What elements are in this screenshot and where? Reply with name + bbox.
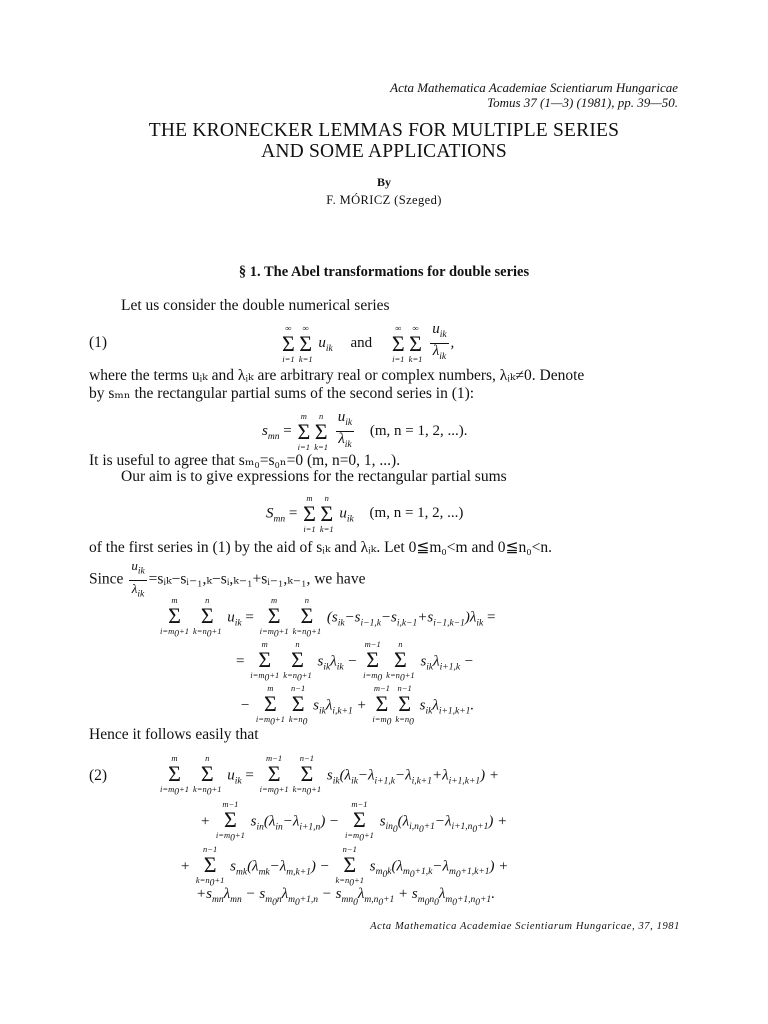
paragraph-aim: Our aim is to give expressions for the rectangular partial sums <box>121 468 507 485</box>
journal-name: Acta Mathematica Academiae Scientiarum Hungaricae <box>390 80 678 95</box>
equation-2-label: (2) <box>89 767 108 784</box>
since-word: Since <box>89 570 124 588</box>
paper-title-line-2: AND SOME APPLICATIONS <box>261 141 507 162</box>
since-rest: =sᵢₖ−sᵢ₋₁,ₖ−sᵢ,ₖ₋₁+sᵢ₋₁,ₖ₋₁, we have <box>148 570 366 588</box>
by-label: By <box>376 175 391 189</box>
paragraph-hence: Hence it follows easily that <box>89 726 259 743</box>
paragraph-since: Since $\frac{u_{ik}}{\lambda_{ik}}$ =sᵢₖ−sᵢ₋₁,ₖ−sᵢ,ₖ₋₁+sᵢ₋₁,ₖ₋₁, we have <box>89 558 366 600</box>
footer-journal: Acta Mathematica Academiae Scientiarum Hungaricae, 37, 1981 <box>370 921 680 932</box>
paragraph-agree: It is useful to agree that sₘ₀=s₀ₙ=0 (m, n=0, 1, ...). <box>89 452 401 469</box>
equation-transform-line-1: m Σ $i=m_0+1$ n Σ $k=n_0+1$ $u_{ik}$ = m Σ $i=m_0+1$ n Σ $k=n_0+1$ $(s_{ik}-s_{i-1,k}-s_{i,k-1}+s_{i-1,k-1})\lambda_{ik}$ = <box>160 595 496 640</box>
equation-Smn: $S_{mn}$ = m Σ i=1 n Σ k=1 $u_{ik}$ (m, n = 1, 2, ...) <box>266 493 464 534</box>
equation-2-line-2: + m−1 Σ $i=m_0+1$ $s_{in}(\lambda_{in}-\lambda_{i+1,n})$ − m−1 Σ $i=m_0+1$ $s_{in_0}(\lambda_{i,n_0+1}-\lambda_{i+1,n_0+1})$ + <box>200 799 508 844</box>
equation-2-line-3: + n−1 Σ $k=n_0+1$ $s_{mk}(\lambda_{mk}-\lambda_{m,k+1})$ − n−1 Σ $k=n_0+1$ $s_{m_0k}(\lambda_{m_0+1,k}-\lambda_{m_0+1,k+1})$ + <box>180 844 509 889</box>
equation-1-and: and <box>350 334 373 351</box>
paragraph-terms-1: where the terms uᵢₖ and λᵢₖ are arbitrary real or complex numbers, λᵢₖ≠0. Denote <box>89 367 585 384</box>
equation-smn-condition: (m, n = 1, 2, ...). <box>369 422 468 439</box>
equation-smn: $s_{mn}$ = m Σ i=1 n Σ k=1 $\frac{u_{ik}}{\lambda_{ik}}$ (m, n = 1, 2, ...). <box>262 409 468 452</box>
journal-volume: Tomus 37 (1—3) (1981), pp. 39—50. <box>487 95 678 110</box>
paragraph-intro: Let us consider the double numerical series <box>121 297 390 314</box>
equation-transform-line-2: = m Σ $i=m_0+1$ n Σ $k=n_0+1$ $s_{ik}\lambda_{ik}$ − m−1 Σ $i=m_0$ n Σ $k=n_0+1$ $s_{ik}\lambda_{i+1,k}$ − <box>236 639 474 684</box>
section-heading: § 1. The Abel transformations for double series <box>238 264 530 280</box>
paper-title-line-1: THE KRONECKER LEMMAS FOR MULTIPLE SERIES <box>148 120 620 141</box>
equation-1-label: (1) <box>89 334 108 351</box>
equation-2-line-4: $+s_{mn}\lambda_{mn} - s_{m_0n}\lambda_{m_0+1,n} - s_{mn_0}\lambda_{m,n_0+1} + s_{m_0n_0}\lambda_{m_0+1,n_0+1}$. <box>196 886 495 908</box>
author: F. MÓRICZ (Szeged) <box>326 193 442 207</box>
equation-Smn-condition: (m, n = 1, 2, ...) <box>369 505 464 522</box>
paragraph-terms-2: by sₘₙ the rectangular partial sums of the second series in (1): <box>89 385 475 402</box>
equation-1: ∞ Σ i=1 ∞ Σ k=1 $u_{ik}$ and ∞ Σ i=1 ∞ Σ k=1 $\frac{u_{ik}}{\lambda_{ik}}$ , <box>282 321 455 364</box>
equation-transform-line-3: − m Σ $i=m_0+1$ n−1 Σ $k=n_0$ $s_{ik}\lambda_{i,k+1}$ + m−1 Σ $i=m_0$ n−1 Σ $k=n_0$ $s_{ik}\lambda_{i+1,k+1}$. <box>240 683 475 728</box>
paragraph-first-series: of the first series in (1) by the aid of sᵢₖ and λᵢₖ. Let 0≦m₀<m and 0≦n₀<n. <box>89 539 552 556</box>
equation-2-line-1: m Σ $i=m_0+1$ n Σ $k=n_0+1$ $u_{ik}$ = m−1 Σ $i=m_0+1$ n−1 Σ $k=n_0+1$ $s_{ik}(\lambda_{ik}-\lambda_{i+1,k}-\lambda_{i,k+1}+\lambda_{i+1,k+1})$ + <box>160 753 500 798</box>
